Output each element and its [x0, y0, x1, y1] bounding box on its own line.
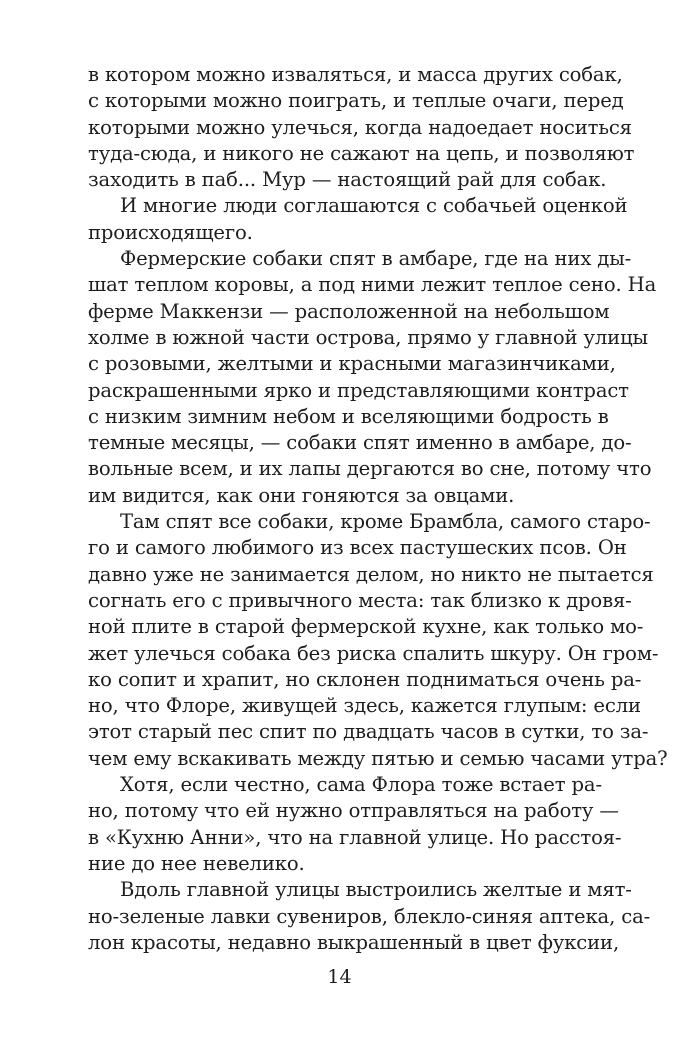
- text-line: туда-сюда, и никого не сажают на цепь, и позволяют: [88, 141, 635, 165]
- text-line: ние до нее невелико.: [88, 851, 305, 875]
- text-line: в «Кухню Анни», что на главной улице. Но расстоя-: [88, 825, 622, 849]
- text-line: Хотя, если честно, сама Флора тоже встает ра-: [120, 773, 602, 797]
- text-line: Фермерские собаки спят в амбаре, где на них ды-: [120, 247, 632, 271]
- paragraph: [88, 772, 622, 877]
- text-line: ной плите в старой фермерской кухне, как только мо-: [88, 615, 644, 639]
- text-line: темные месяцы, — собаки спят именно в амбаре, до-: [88, 431, 632, 455]
- page-number: 14: [327, 966, 352, 988]
- text-line: чем ему вскакивать между пятью и семью часами утра?: [88, 746, 668, 770]
- text-line: жет улечься собака без риска спалить шкуру. Он гром-: [88, 641, 659, 665]
- text-line: согнать его с привычного места: так близко к дровя-: [88, 588, 632, 612]
- text-line: холме в южной части острова, прямо у главной улицы: [88, 325, 648, 349]
- paragraph: [88, 193, 628, 246]
- text-line: происходящего.: [88, 220, 253, 244]
- text-line: которыми можно улечься, когда надоедает носиться: [88, 115, 632, 139]
- page-body: [88, 62, 668, 956]
- text-line: но-зеленые лавки сувениров, блекло-синяя аптека, са-: [88, 904, 651, 928]
- paragraph: [88, 877, 651, 956]
- paragraph: [88, 509, 668, 772]
- paragraph: [88, 62, 635, 193]
- text-line: с низким зимним небом и вселяющими бодрость в: [88, 404, 609, 428]
- text-line: но, что Флоре, живущей здесь, кажется глупым: если: [88, 694, 641, 718]
- text-line: раскрашенными ярко и представляющими контраст: [88, 378, 629, 402]
- text-line: с розовыми, желтыми и красными магазинчиками,: [88, 352, 616, 376]
- text-line: шат теплом коровы, а под ними лежит теплое сено. На: [88, 273, 657, 297]
- text-line: И многие люди соглашаются с собачьей оценкой: [120, 194, 628, 218]
- text-line: этот старый пес спит по двадцать часов в сутки, то за-: [88, 720, 649, 744]
- text-line: вольные всем, и их лапы дергаются во сне, потому что: [88, 457, 652, 481]
- text-line: го и самого любимого из всех пастушеских псов. Он: [88, 536, 627, 560]
- text-line: Там спят все собаки, кроме Брамбла, самого старо-: [120, 510, 651, 534]
- text-line: им видится, как они гоняются за овцами.: [88, 483, 515, 507]
- text-line: ферме Маккензи — расположенной на небольшом: [88, 299, 610, 323]
- text-line: Вдоль главной улицы выстроились желтые и мят-: [120, 878, 632, 902]
- text-line: давно уже не занимается делом, но никто не пытается: [88, 562, 654, 586]
- text-line: лон красоты, недавно выкрашенный в цвет фуксии,: [88, 930, 620, 954]
- text-line: ко сопит и храпит, но склонен подниматься очень ра-: [88, 667, 642, 691]
- text-line: но, потому что ей нужно отправляться на работу —: [88, 799, 619, 823]
- paragraph: [88, 246, 657, 509]
- text-line: с которыми можно поиграть, и теплые очаги, перед: [88, 89, 624, 113]
- text-line: в котором можно изваляться, и масса других собак,: [88, 63, 623, 86]
- text-line: заходить в паб... Мур — настоящий рай для собак.: [88, 168, 607, 192]
